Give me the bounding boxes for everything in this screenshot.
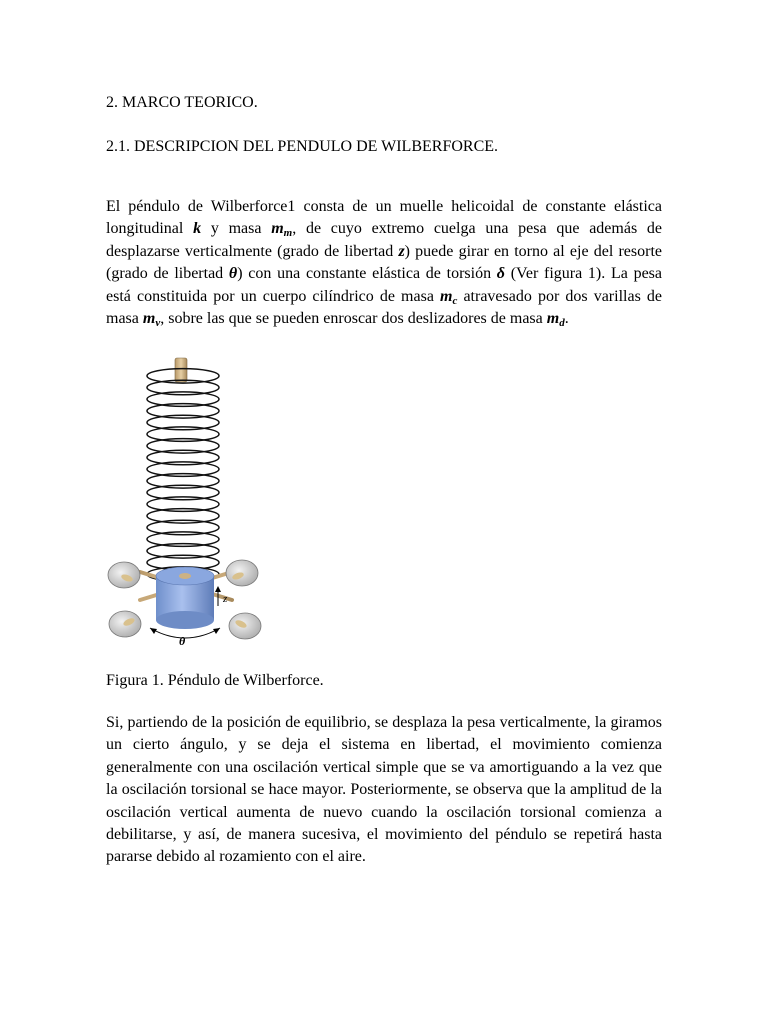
symbol-mm-base: m bbox=[271, 220, 284, 238]
slider-disc-top-right bbox=[226, 560, 258, 586]
intro-text-2: y masa bbox=[201, 220, 272, 238]
top-mount-rod bbox=[175, 358, 187, 382]
intro-text-4: ) puede girar en torno al eje del resorte (grado de libertad bbox=[106, 242, 662, 283]
symbol-mc bbox=[440, 288, 457, 305]
theta-label: θ bbox=[179, 634, 186, 646]
slider-disc-bottom-left bbox=[109, 611, 141, 637]
symbol-k: k bbox=[193, 220, 202, 238]
figure-caption: Figura 1. Péndulo de Wilberforce. bbox=[106, 672, 324, 689]
symbol-mm bbox=[271, 220, 293, 240]
section-heading: 2. MARCO TEORICO. bbox=[106, 94, 258, 111]
motion-paragraph: Si, partiendo de la posición de equilibrio, se desplaza la pesa verticalmente, la giramos un cierto ángulo, y se deja el sistema en libertad, el movimiento comienza generalmente con una oscilación vertical simple que se va amortiguando a la vez que la oscilación torsional se hace mayor. Posteriormente, se observa que la amplitud de la oscilación vertical aumenta de nuevo cuando la oscilación torsional comienza a debilitarse, y así, de manera sucesiva, el movimiento del péndulo se repetirá hasta pararse debido al rozamiento con el aire. bbox=[106, 714, 662, 866]
symbol-z: z bbox=[398, 242, 405, 260]
intro-text-6: (Ver figura 1). La pesa está constituida por un cuerpo cilíndrico de masa bbox=[106, 265, 663, 305]
intro-text-1: El péndulo de Wilberforce1 consta de un muelle helicoidal de constante elástica longitudinal bbox=[106, 198, 662, 238]
helical-spring bbox=[147, 369, 219, 582]
slider-disc-top-left bbox=[108, 562, 140, 588]
z-arrow-head bbox=[215, 586, 221, 592]
intro-text-9: . bbox=[564, 310, 569, 328]
symbol-mv-sub: v bbox=[155, 317, 161, 330]
intro-text-7: atravesado por dos varillas de masa bbox=[106, 287, 663, 328]
symbol-mm-sub: m bbox=[283, 227, 293, 240]
intro-text-3: , de cuyo extremo cuelga una pesa que además de desplazarse verticalmente (grado de libertad bbox=[106, 220, 663, 260]
intro-paragraph bbox=[106, 196, 662, 330]
symbol-md-base: m bbox=[546, 310, 560, 328]
symbol-mc-base: m bbox=[440, 287, 453, 305]
symbol-theta: θ bbox=[228, 265, 238, 283]
intro-text-5: ) con una constante elástica de torsión bbox=[237, 265, 497, 283]
cylinder-mass bbox=[156, 567, 214, 629]
z-axis-label: z bbox=[223, 593, 228, 605]
symbol-delta: δ bbox=[496, 265, 505, 283]
intro-text-8: , sobre las que se pueden enroscar dos deslizadores de masa bbox=[160, 310, 547, 328]
symbol-md-sub: d bbox=[559, 317, 565, 330]
symbol-mv bbox=[142, 310, 161, 330]
symbol-mv-base: m bbox=[142, 310, 156, 328]
subsection-heading: 2.1. DESCRIPCION DEL PENDULO DE WILBERFORCE. bbox=[106, 138, 499, 155]
symbol-mc-sub: c bbox=[452, 294, 458, 307]
slider-disc-bottom-right bbox=[229, 613, 261, 639]
wilberforce-pendulum-figure bbox=[104, 354, 268, 646]
symbol-md bbox=[546, 310, 565, 330]
